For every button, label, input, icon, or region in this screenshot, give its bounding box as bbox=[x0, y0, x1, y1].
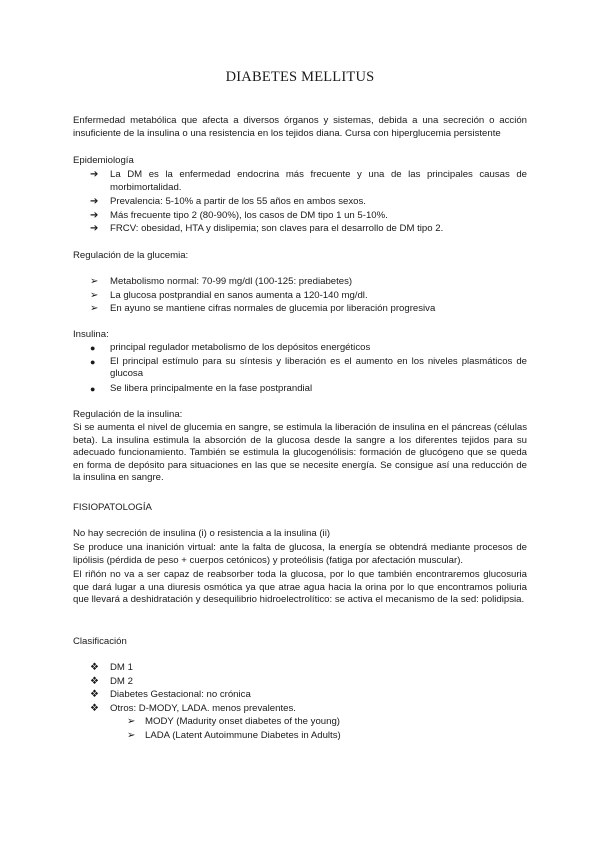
list-item: ➢ En ayuno se mantiene cifras normales de glucemia por liberación progresiva bbox=[90, 303, 436, 314]
arrowhead-bullet-icon: ➢ bbox=[90, 303, 99, 314]
epidemiologia-list bbox=[90, 169, 527, 237]
arrowhead-bullet-icon: ➢ bbox=[90, 289, 99, 301]
arrowhead-bullet-icon: ➢ bbox=[90, 276, 99, 287]
epidemiologia-heading: Epidemiología bbox=[73, 155, 134, 166]
list-item: ➔ La DM es la enfermedad endocrina más frecuente y una de las principales causas de morbimortalidad. bbox=[90, 169, 527, 193]
list-item: ➔ Prevalencia: 5-10% a partir de los 55 años en ambos sexos. bbox=[90, 196, 366, 207]
intro-paragraph: Enfermedad metabólica que afecta a diversos órganos y sistemas, debida a una secreción o acción insuficiente de la insulina o una resistencia en los tejidos diana. Cursa con hiperglucemia persistente bbox=[73, 115, 527, 139]
list-item: ● principal regulador metabolismo de los depósitos energéticos bbox=[90, 342, 371, 353]
arrow-bullet-icon: ➔ bbox=[90, 196, 99, 207]
diamond-bullet-icon: ❖ bbox=[90, 662, 99, 673]
arrow-bullet-icon: ➔ bbox=[90, 169, 99, 180]
clasificacion-heading: Clasificación bbox=[73, 636, 127, 647]
arrowhead-bullet-icon: ➢ bbox=[127, 729, 136, 741]
diamond-bullet-icon: ❖ bbox=[90, 689, 99, 700]
list-item: ➢ LADA (Latent Autoimmune Diabetes in Adults) bbox=[127, 729, 341, 741]
clasificacion-list bbox=[90, 662, 527, 716]
list-item: ➢ MODY (Madurity onset diabetes of the young) bbox=[127, 716, 340, 727]
clasificacion-sublist bbox=[127, 716, 527, 743]
diamond-bullet-icon: ❖ bbox=[90, 675, 99, 687]
list-item: ❖ DM 1 bbox=[90, 662, 133, 673]
list-item: ❖ DM 2 bbox=[90, 675, 133, 687]
insulina-list bbox=[90, 342, 527, 396]
insulina-heading: Insulina: bbox=[73, 329, 109, 340]
document-title: DIABETES MELLITUS bbox=[225, 69, 375, 85]
dot-bullet-icon: ● bbox=[90, 383, 96, 394]
list-item: ❖ Otros: D-MODY, LADA. menos prevalentes. bbox=[90, 702, 296, 714]
list-item: ● El principal estímulo para su síntesis y liberación es el aumento en los niveles plasmáticos de glucosa bbox=[90, 355, 527, 380]
arrow-bullet-icon: ➔ bbox=[90, 209, 99, 221]
regulacion-glucemia-heading: Regulación de la glucemia: bbox=[73, 250, 189, 261]
arrowhead-bullet-icon: ➢ bbox=[127, 716, 136, 727]
list-item: ➢ La glucosa postprandial en sanos aumenta a 120-140 mg/dl. bbox=[90, 289, 368, 301]
regulacion-glucemia-list bbox=[90, 276, 527, 317]
fisiopatologia-heading: FISIOPATOLOGÍA bbox=[73, 502, 152, 513]
fisiopatologia-paragraph-2: Se produce una inanición virtual: ante la falta de glucosa, la energía se obtendrá mediante procesos de lipólisis (pérdida de peso + cuerpos cetónicos) y proteólisis (fatiga por afectación muscular). bbox=[73, 542, 527, 566]
list-item: ➢ Metabolismo normal: 70-99 mg/dl (100-125: prediabetes) bbox=[90, 276, 353, 287]
list-item: ➔ Más frecuente tipo 2 (80-90%), los casos de DM tipo 1 un 5-10%. bbox=[90, 209, 388, 221]
list-item: ❖ Diabetes Gestacional: no crónica bbox=[90, 689, 251, 700]
regulacion-insulina-paragraph: Si se aumenta el nivel de glucemia en sangre, se estimula la liberación de insulina en el páncreas (células beta). La insulina estimula la absorción de la glucosa desde la sangre a los diferentes tejidos para su adecuado funcionamiento. También se estimula la glucogenólisis: formación de glucógeno que se queda en forma de depósito para situaciones en las que se necesite energía. Se consigue así una reducción de la insulina en sangre. bbox=[73, 422, 527, 484]
regulacion-insulina-heading: Regulación de la insulina: bbox=[73, 409, 183, 420]
diamond-bullet-icon: ❖ bbox=[90, 702, 99, 714]
dot-bullet-icon: ● bbox=[90, 343, 96, 353]
arrow-bullet-icon: ➔ bbox=[90, 223, 99, 234]
list-item: ➔ FRCV: obesidad, HTA y dislipemia; son claves para el desarrollo de DM tipo 2. bbox=[90, 223, 444, 234]
fisiopatologia-paragraph-1: No hay secreción de insulina (i) o resistencia a la insulina (ii) bbox=[73, 528, 331, 539]
fisiopatologia-paragraph-3: El riñón no va a ser capaz de reabsorber toda la glucosa, por lo que también encontraremos glucosuria que dará lugar a una diuresis osmótica ya que atrae agua hacia la orina por lo que encontramos poliuria que llevará a deshidratación y desequilibrio hidroelectrolítico: se activa el mecanismo de la sed: polidipsia. bbox=[73, 569, 527, 606]
dot-bullet-icon: ● bbox=[90, 356, 96, 367]
list-item: ● Se libera principalmente en la fase postprandial bbox=[90, 382, 313, 394]
